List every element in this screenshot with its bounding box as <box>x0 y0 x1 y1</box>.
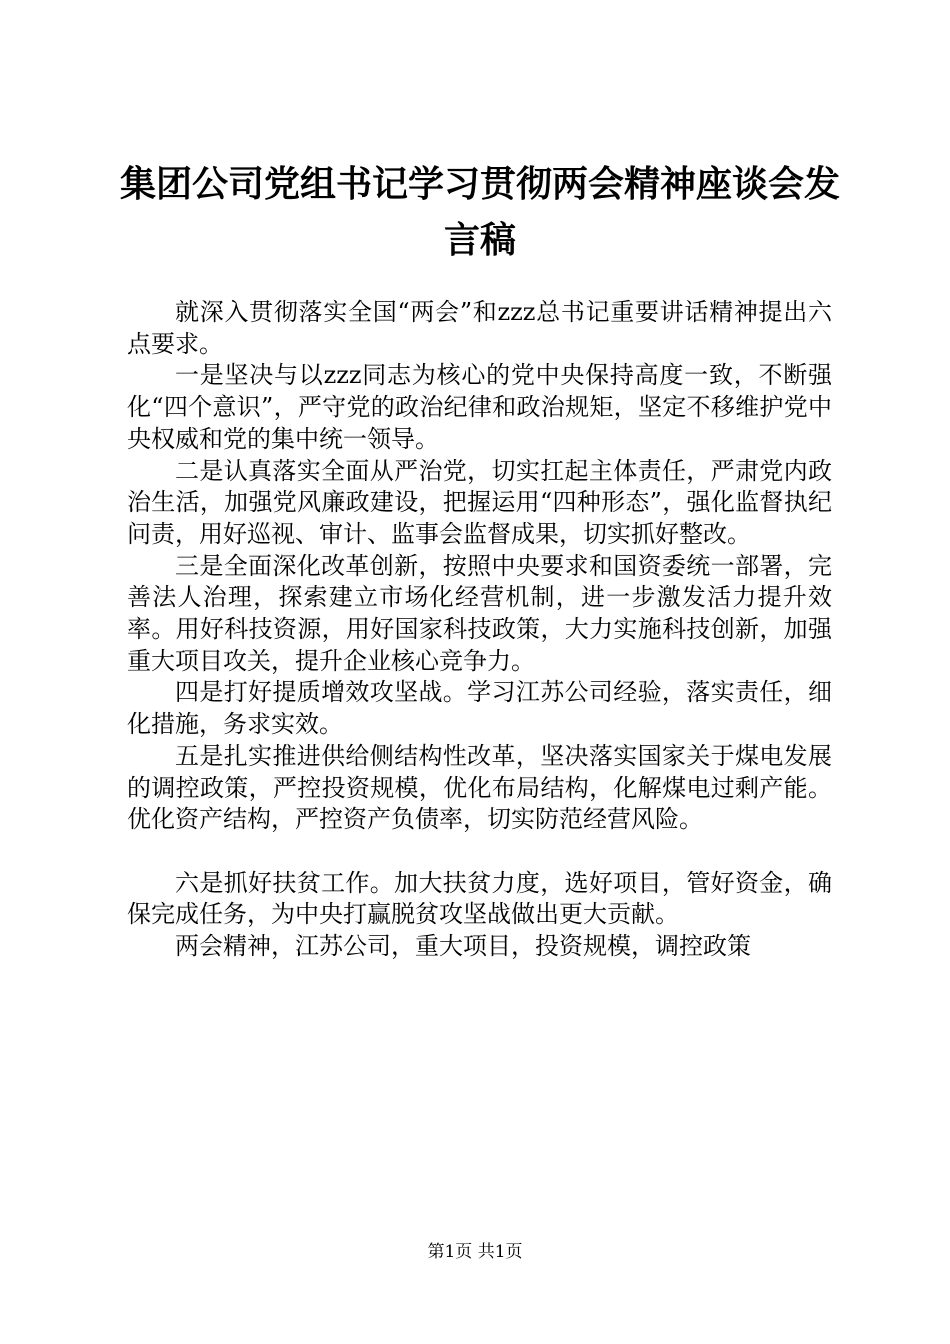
document-title: 集团公司党组书记学习贯彻两会精神座谈会发言稿 <box>119 164 840 261</box>
paragraph-point-2: 二是认真落实全面从严治党，切实扛起主体责任，严肃党内政治生活，加强党风廉政建设，把握运用“四种形态”，强化监督执纪问责，用好巡视、审计、监事会监督成果，切实抓好整改。 <box>127 456 832 548</box>
document-body <box>127 297 832 963</box>
paragraph-point-5: 五是扎实推进供给侧结构性改革，坚决落实国家关于煤电发展的调控政策，严控投资规模，优化布局结构，化解煤电过剩产能。优化资产结构，严控资产负债率，切实防范经营风险。 <box>127 741 832 834</box>
paragraph-point-4: 四是打好提质增效攻坚战。学习江苏公司经验，落实责任，细化措施，务求实效。 <box>127 678 832 739</box>
paragraph-intro: 就深入贯彻落实全国“两会”和zzz总书记重要讲话精神提出六点要求。 <box>127 298 832 358</box>
paragraph-point-1: 一是坚决与以zzz同志为核心的党中央保持高度一致，不断强化“四个意识”，严守党的政治纪律和政治规矩，坚定不移维护党中央权威和党的集中统一领导。 <box>127 361 832 453</box>
paragraph-keywords: 两会精神，江苏公司，重大项目，投资规模，调控政策 <box>175 932 751 961</box>
page-footer: 第1页 共1页 <box>427 1242 523 1262</box>
paragraph-point-3: 三是全面深化改革创新，按照中央要求和国资委统一部署，完善法人治理，探索建立市场化经营机制，进一步激发活力提升效率。用好科技资源，用好国家科技政策，大力实施科技创新，加强重大项目攻关，提升企业核心竞争力。 <box>127 551 832 675</box>
paragraph-point-6: 六是抓好扶贫工作。加大扶贫力度，选好项目，管好资金，确保完成任务，为中央打赢脱贫攻坚战做出更大贡献。 <box>127 868 832 929</box>
